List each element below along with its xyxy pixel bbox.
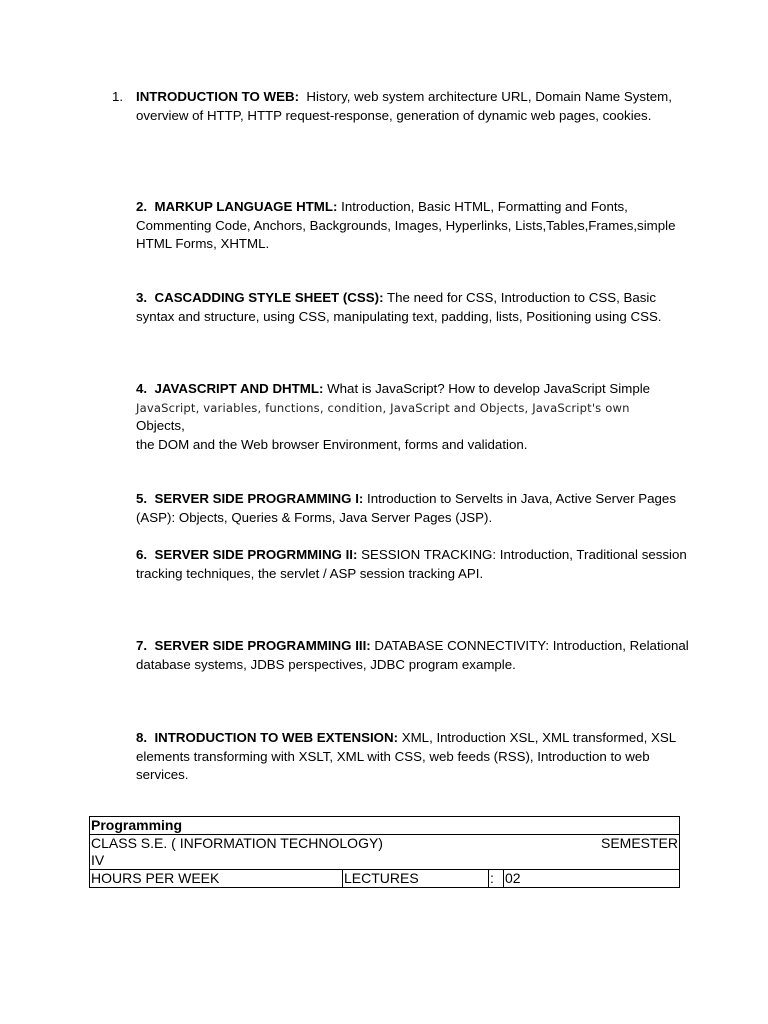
section-body: DATABASE CONNECTIVITY: Introduction, Relational database systems, JDBS perspectives, JDBC program example.	[136, 638, 689, 672]
class-cell	[90, 835, 680, 870]
lectures-value: 02	[504, 870, 680, 888]
section-body: The need for CSS, Introduction to CSS, Basic syntax and structure, using CSS, manipulating text, padding, lists, Positioning using CSS.	[136, 290, 662, 324]
section-number: 4.	[136, 381, 148, 396]
section-4	[136, 380, 696, 436]
section-body: SESSION TRACKING: Introduction, Traditional session tracking techniques, the servlet / ASP session tracking API.	[136, 547, 687, 581]
section-2	[136, 198, 696, 254]
section-body: History, web system architecture URL, Domain Name System, overview of HTTP, HTTP request-response, generation of dynamic web pages, cookies.	[136, 89, 672, 123]
section-number: 3.	[136, 290, 148, 305]
section-number: 7.	[136, 638, 148, 653]
section-1	[112, 88, 696, 125]
section-number: 1.	[112, 89, 124, 104]
section-title: INTRODUCTION TO WEB EXTENSION:	[154, 730, 399, 745]
section-number: 6.	[136, 547, 148, 562]
hours-label: HOURS PER WEEK	[90, 870, 343, 888]
section-number: 5.	[136, 491, 148, 506]
section-title: CASCADDING STYLE SHEET (CSS):	[154, 290, 384, 305]
table-row	[90, 835, 680, 870]
table-title: Programming	[90, 817, 680, 835]
section-body: XML, Introduction XSL, XML transformed, XSL elements transforming with XSLT, XML with CSS, web feeds (RSS), Introduction to web services.	[136, 730, 676, 783]
section-number: 2.	[136, 199, 148, 214]
class-label: CLASS S.E. ( INFORMATION TECHNOLOGY)	[91, 835, 383, 851]
section-3	[136, 289, 696, 326]
section-title: SERVER SIDE PROGRAMMING I:	[154, 491, 364, 506]
section-4-continuation	[136, 436, 696, 455]
section-title: JAVASCRIPT AND DHTML:	[154, 381, 324, 396]
section-title: SERVER SIDE PROGRAMMING III:	[154, 638, 371, 653]
section-body: What is JavaScript? How to develop JavaScript Simple	[327, 381, 651, 396]
section-body-line: JavaScript, variables, functions, condition, JavaScript and Objects, JavaScript's own	[136, 400, 630, 415]
section-title: SERVER SIDE PROGRMMING II:	[154, 547, 358, 562]
colon-cell: :	[489, 870, 504, 888]
section-8	[136, 729, 696, 785]
section-title: MARKUP LANGUAGE HTML:	[154, 199, 338, 214]
section-body: Introduction, Basic HTML, Formatting and Fonts, Commenting Code, Anchors, Backgrounds, Images, Hyperlinks, Lists,Tables,Frames,simple HTML Forms, XHTML.	[136, 199, 676, 252]
section-6	[136, 546, 696, 583]
section-title: INTRODUCTION TO WEB:	[136, 89, 299, 104]
table-row	[90, 817, 680, 835]
table-row	[90, 870, 680, 888]
section-body: Introduction to Servelts in Java, Active Server Pages (ASP): Objects, Queries & Forms, Java Server Pages (JSP).	[136, 491, 676, 525]
section-5	[136, 490, 696, 527]
section-body-line: Objects,	[136, 418, 185, 434]
section-body-line: the DOM and the Web browser Environment, forms and validation.	[136, 437, 528, 452]
lectures-label: LECTURES	[343, 870, 489, 888]
semester-value: IV	[91, 852, 105, 868]
section-7	[136, 637, 696, 674]
section-number: 8.	[136, 730, 148, 745]
course-info-table	[89, 816, 680, 888]
semester-label: SEMESTER	[600, 835, 678, 851]
